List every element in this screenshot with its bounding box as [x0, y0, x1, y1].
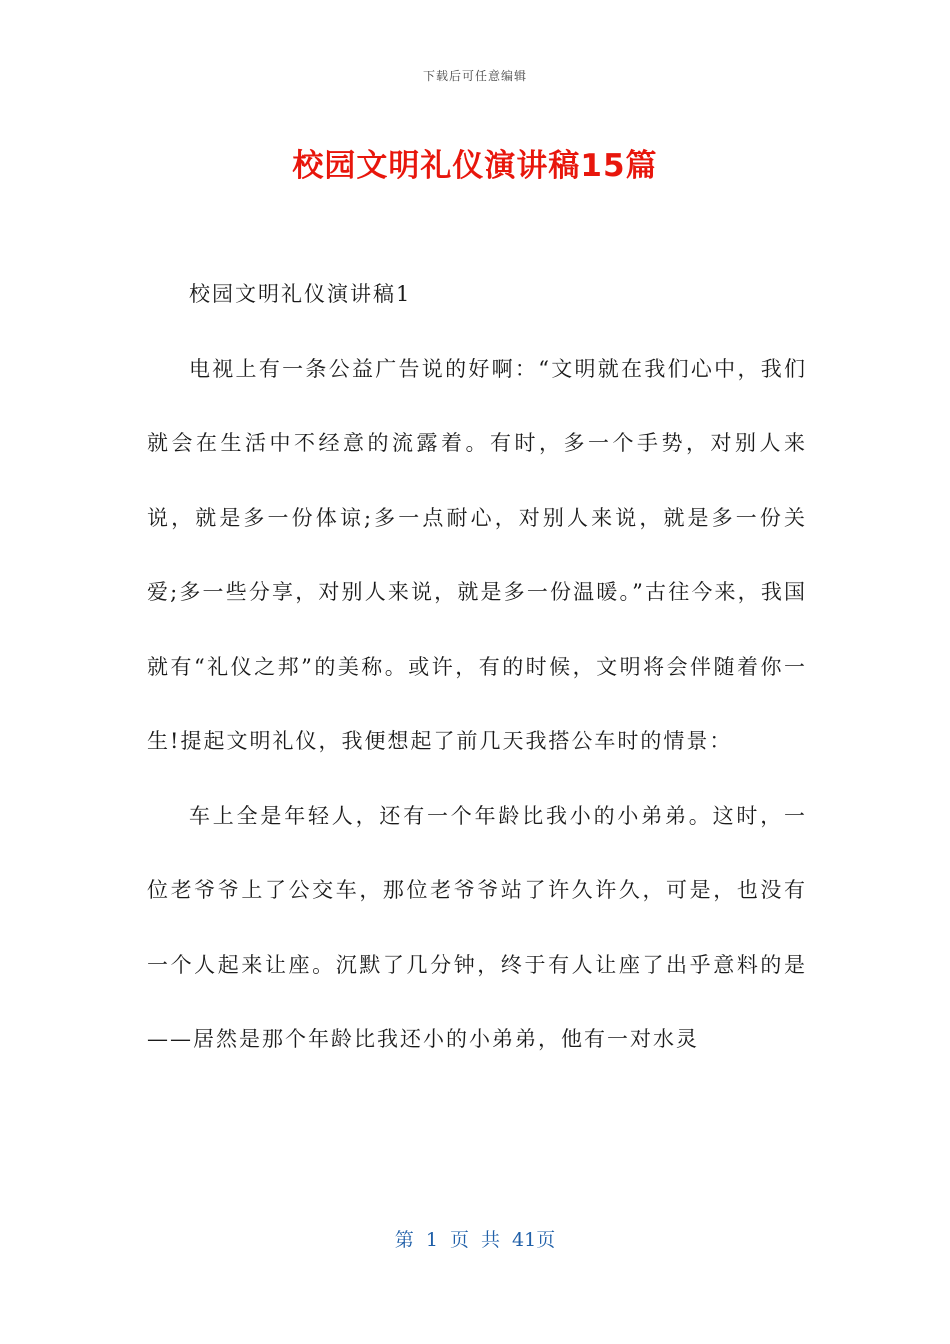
page-header: 下载后可任意编辑 [422, 69, 527, 83]
body-paragraph: 电视上有一条公益广告说的好啊：“文明就在我们心中，我们就会在生活中不经意的流露着。有时，多一个手势，对别人来说，就是多一份体谅;多一点耐心，对别人来说，就是多一份关爱;多一些分享，对别人来说，就是多一份温暖。”古往今来，我国就有“礼仪之邦”的美称。或许，有的时候，文明将会伴随着你一生!提起文明礼仪，我便想起了前几天我搭公车时的情景： [147, 356, 807, 753]
body-paragraph: 车上全是年轻人，还有一个年龄比我小的小弟弟。这时，一位老爷爷上了公交车，那位老爷爷站了许久许久，可是，也没有一个人起来让座。沉默了几分钟，终于有人让座了出乎意料的是——居然是那个年龄比我还小的小弟弟，他有一对水灵 [147, 803, 807, 1051]
document-body [147, 257, 807, 1077]
page-number-footer: 第 1 页 共 41页 [394, 1229, 556, 1251]
document-title: 校园文明礼仪演讲稿15篇 [292, 148, 658, 184]
section-heading: 校园文明礼仪演讲稿1 [189, 282, 412, 306]
